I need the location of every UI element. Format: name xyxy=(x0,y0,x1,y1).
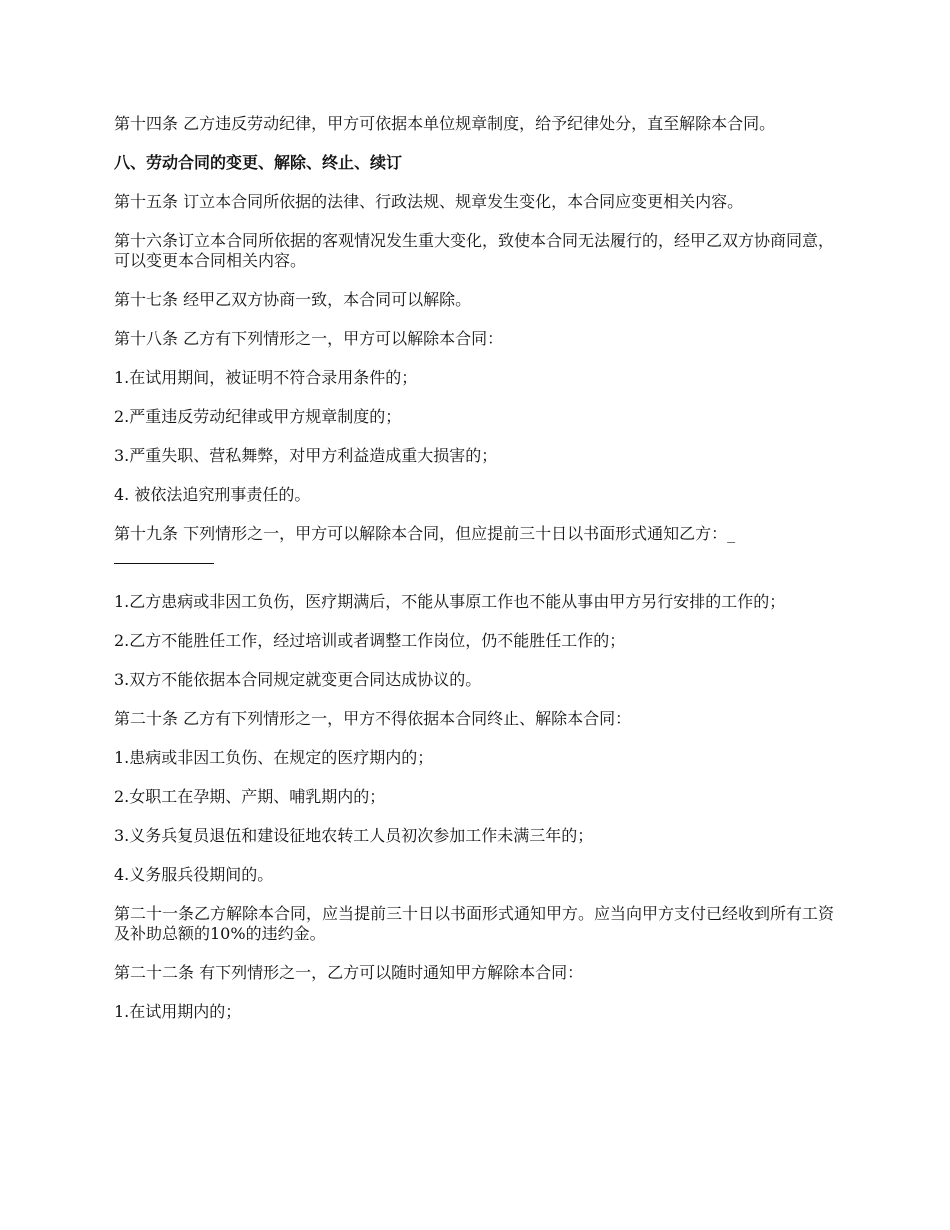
list-item: 3.双方不能依据本合同规定就变更合同达成协议的。 xyxy=(114,670,482,689)
article-20: 第二十条 乙方有下列情形之一，甲方不得依据本合同终止、解除本合同： xyxy=(114,709,632,728)
article-18: 第十八条 乙方有下列情形之一，甲方可以解除本合同： xyxy=(114,329,504,348)
article-17: 第十七条 经甲乙双方协商一致，本合同可以解除。 xyxy=(114,290,472,309)
fill-in-blank-line-wrap xyxy=(114,549,844,569)
article-14: 第十四条 乙方违反劳动纪律，甲方可依据本单位规章制度，给予纪律处分，直至解除本合同。 xyxy=(114,114,776,133)
article-16: 第十六条订立本合同所依据的客观情况发生重大变化，致使本合同无法履行的，经甲乙双方协商同意，可以变更本合同相关内容。 xyxy=(114,231,835,270)
list-item: 2.乙方不能胜任工作，经过培训或者调整工作岗位，仍不能胜任工作的； xyxy=(114,631,626,650)
list-item: 2.女职工在孕期、产期、哺乳期内的； xyxy=(114,787,386,806)
list-item: 4. 被依法追究刑事责任的。 xyxy=(114,485,311,504)
article-22: 第二十二条 有下列情形之一，乙方可以随时通知甲方解除本合同： xyxy=(114,963,584,982)
article-15: 第十五条 订立本合同所依据的法律、行政法规、规章发生变化，本合同应变更相关内容。 xyxy=(114,192,744,211)
section-heading-8: 八、劳动合同的变更、解除、终止、续订 xyxy=(114,153,403,172)
list-item: 2.严重违反劳动纪律或甲方规章制度的； xyxy=(114,407,402,426)
list-item: 1.在试用期内的； xyxy=(114,1002,242,1021)
document-body xyxy=(114,114,844,1041)
list-item: 1.在试用期间，被证明不符合录用条件的； xyxy=(114,368,418,387)
article-21: 第二十一条乙方解除本合同，应当提前三十日以书面形式通知甲方。应当向甲方支付已经收到所有工资及补助总额的10%的违约金。 xyxy=(114,904,835,943)
list-item: 3.义务兵复员退伍和建设征地农转工人员初次参加工作未满三年的； xyxy=(114,826,594,845)
fill-in-blank-line xyxy=(114,549,214,564)
list-item: 1.乙方患病或非因工负伤，医疗期满后，不能从事原工作也不能从事由甲方另行安排的工作的； xyxy=(114,592,786,611)
list-item: 1.患病或非因工负伤、在规定的医疗期内的； xyxy=(114,748,434,767)
list-item: 3.严重失职、营私舞弊，对甲方利益造成重大损害的； xyxy=(114,446,498,465)
list-item: 4.义务服兵役期间的。 xyxy=(114,865,274,884)
article-19: 第十九条 下列情形之一，甲方可以解除本合同，但应提前三十日以书面形式通知乙方：_ xyxy=(114,524,736,543)
